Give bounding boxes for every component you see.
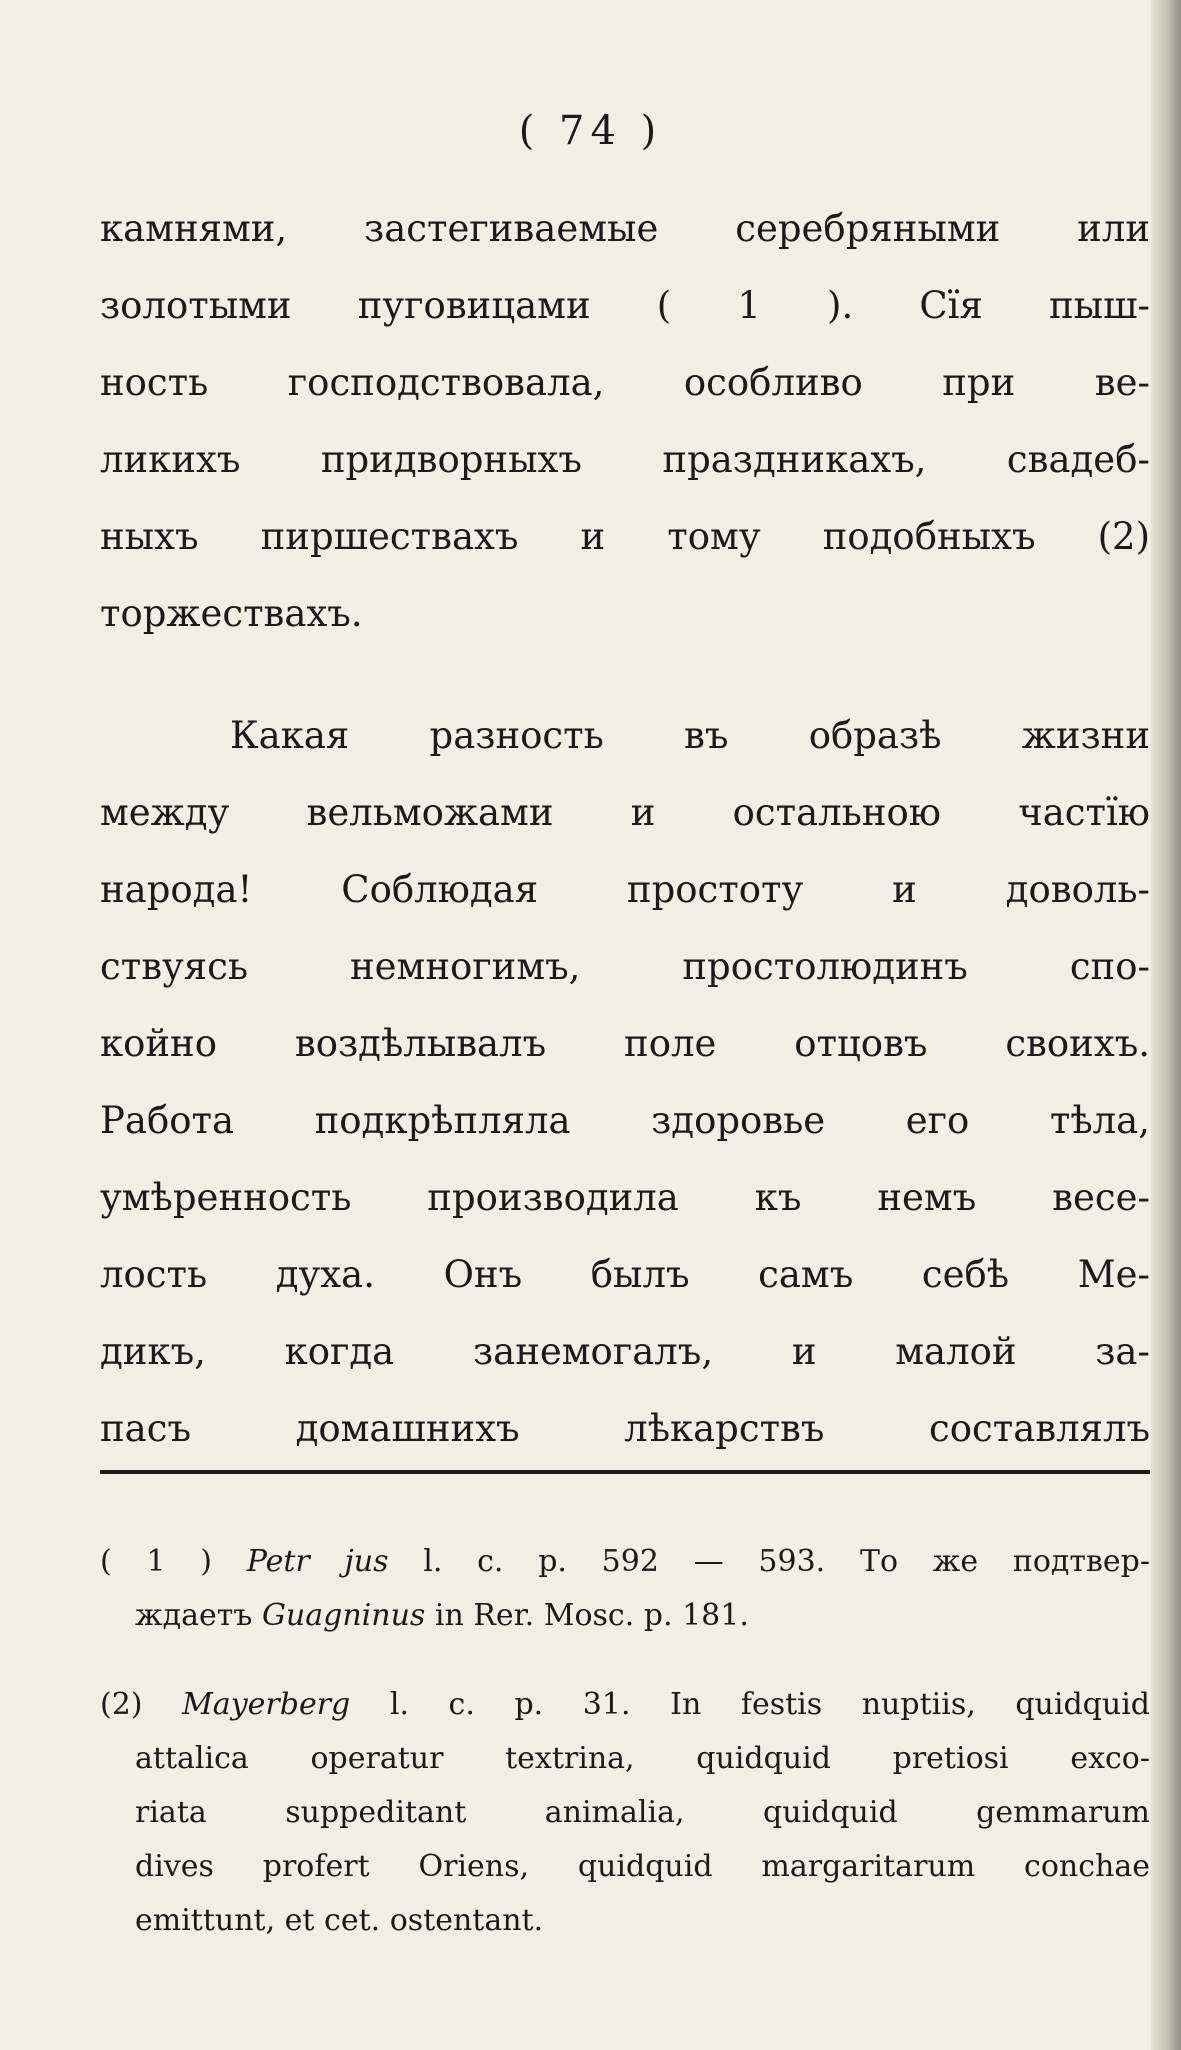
- main-text: [100, 190, 1150, 1467]
- text-line: народа! Соблюдая простоту и доволь-: [100, 868, 1150, 911]
- footnote-1-text: l. c. p. 592 — 593. То же подтвер-: [423, 1544, 1150, 1579]
- footnote-2-line: emittunt, et cet. ostentant.: [135, 1903, 544, 1938]
- text-line: Работа подкрѣпляла здоровье его тѣла,: [100, 1099, 1150, 1142]
- footnotes: [100, 1535, 1150, 1948]
- text-line: между вельможами и остальною частїю: [100, 791, 1150, 834]
- footnote-1-source: Guagninus: [261, 1598, 426, 1633]
- footnote-2-line: [100, 1678, 1150, 1732]
- text-line: торжествахъ.: [100, 592, 363, 635]
- footnote-1-line: [100, 1535, 1150, 1589]
- footnote-2-line: attalica operatur textrina, quidquid pretiosi exco-: [135, 1741, 1150, 1776]
- text-line: Какая разность въ образѣ жизни: [230, 714, 1150, 757]
- page-edge-shadow: [1151, 0, 1181, 2050]
- paragraph-gap: [100, 652, 1150, 697]
- text-line: ность господствовала, особливо при ве-: [100, 361, 1150, 404]
- text-line: ныхъ пиршествахъ и тому подобныхъ (2): [100, 515, 1150, 558]
- footnote-2-text: l. c. p. 31. In festis nuptiis, quidquid: [389, 1687, 1150, 1722]
- text-line: лость духа. Онъ былъ самъ себѣ Ме-: [100, 1253, 1150, 1296]
- footnote-1-ref: in Rer. Mosc. p. 181.: [434, 1598, 749, 1633]
- footnote-2-line: dives profert Oriens, quidquid margaritarum conchae: [135, 1849, 1150, 1884]
- footnote-2-line: riata suppeditant animalia, quidquid gemmarum: [135, 1795, 1150, 1830]
- footnote-2-number: (2): [100, 1687, 143, 1722]
- footnote-1-line: [100, 1589, 1150, 1643]
- text-line: золотыми пуговицами ( 1 ). Сїя пыш-: [100, 284, 1150, 327]
- footnote-divider: [100, 1470, 1150, 1474]
- text-line: камнями, застегиваемые серебряными или: [100, 207, 1150, 250]
- footnote-1-number: ( 1 ): [100, 1544, 212, 1579]
- text-line: умѣренность производила къ немъ весе-: [100, 1176, 1150, 1219]
- text-line: ликихъ придворныхъ праздникахъ, свадеб-: [100, 438, 1150, 481]
- page-number: ( 74 ): [518, 108, 663, 154]
- footnote-1-pre: ждаетъ: [135, 1598, 253, 1633]
- text-line: койно воздѣлывалъ поле отцовъ своихъ.: [100, 1022, 1150, 1065]
- text-line: дикъ, когда занемогалъ, и малой за-: [100, 1330, 1150, 1373]
- footnote-2-author: Mayerberg: [182, 1687, 351, 1722]
- text-line: ствуясь немногимъ, простолюдинъ спо-: [100, 945, 1150, 988]
- footnote-1-author: Petr jus: [246, 1544, 389, 1579]
- footnote-gap: [100, 1643, 1150, 1678]
- text-line: пасъ домашнихъ лѣкарствъ составлялъ: [100, 1407, 1150, 1450]
